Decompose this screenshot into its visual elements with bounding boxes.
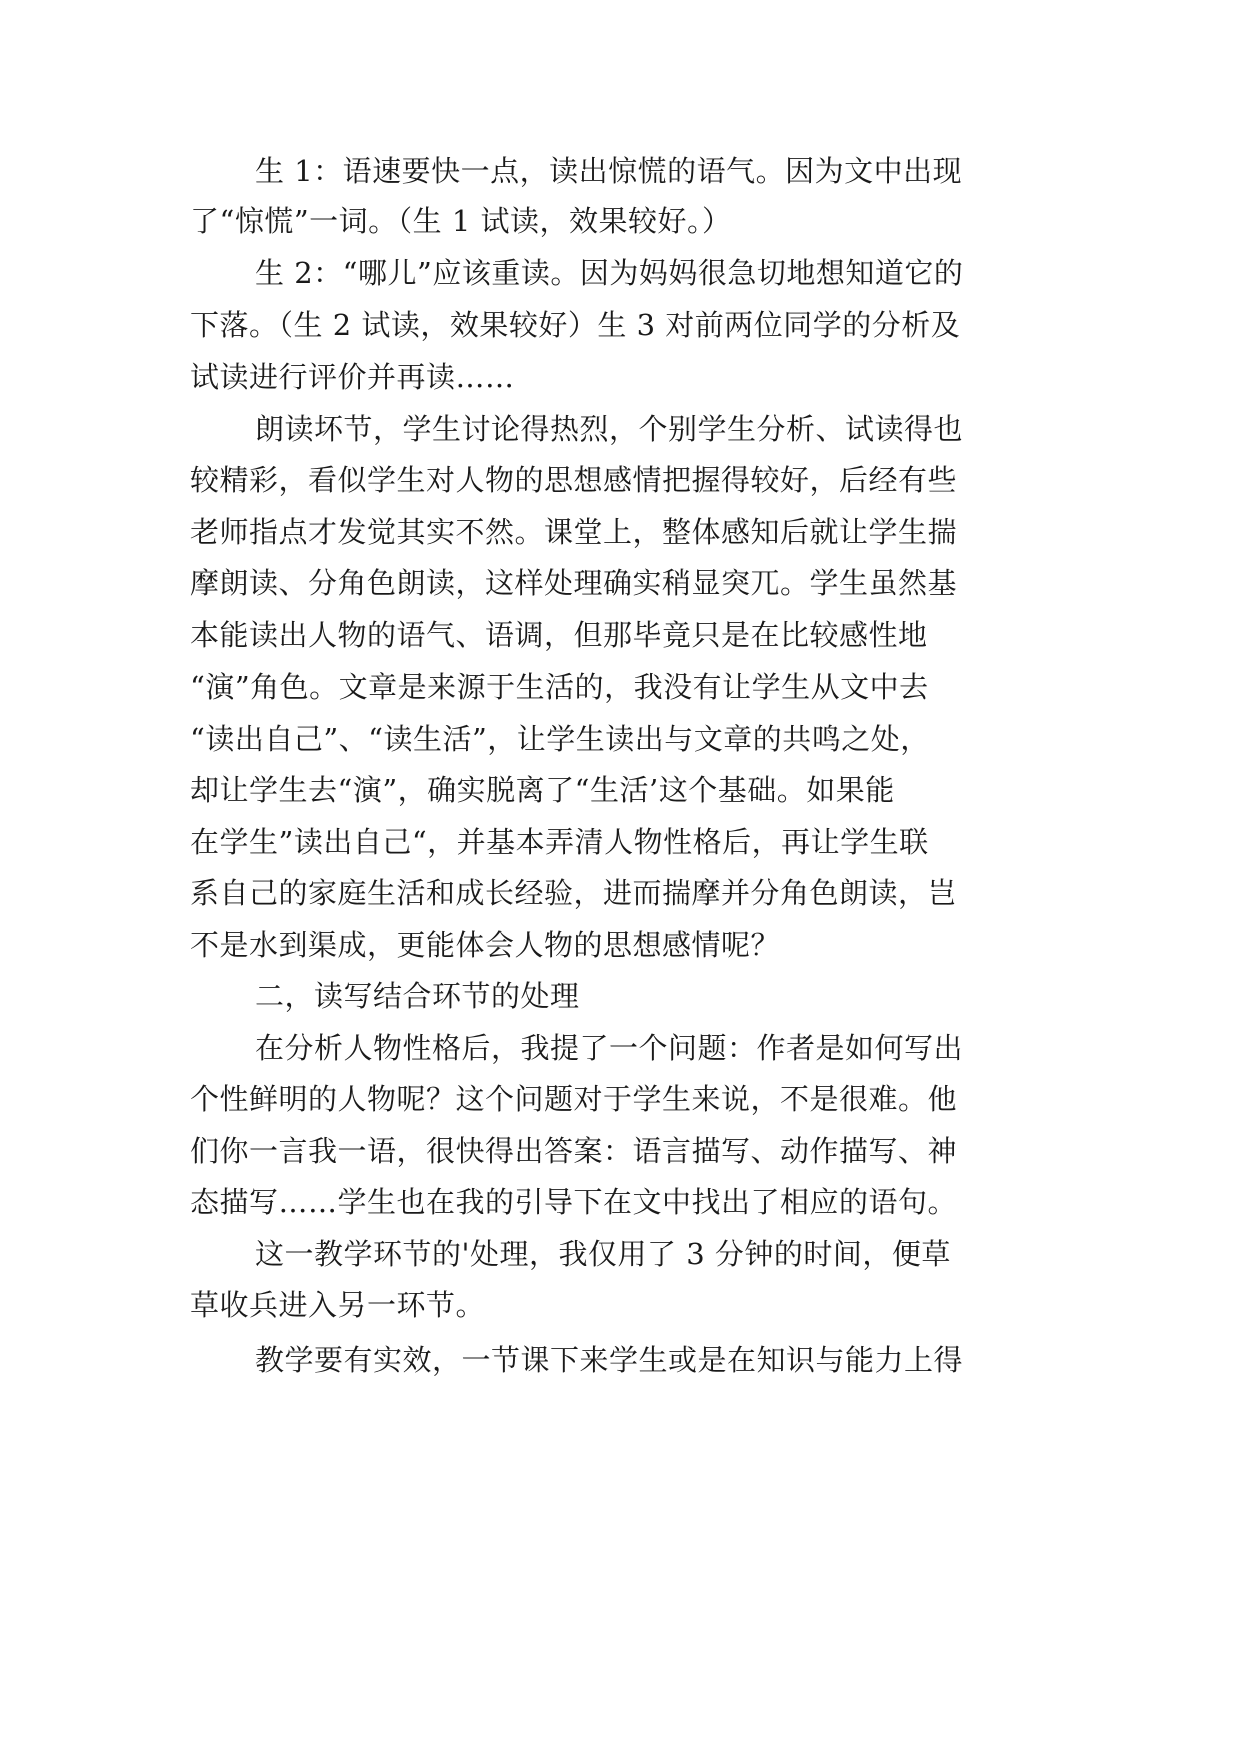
section-heading: 二，读写结合环节的处理: [255, 979, 580, 1013]
text-line: 草收兵进入另一环节。: [190, 1288, 486, 1322]
text-line: 较精彩，看似学生对人物的思想感情把握得较好，后经有些: [190, 463, 958, 497]
text-line: 下落。（生 2 试读，效果较好）生 3 对前两位同学的分析及: [190, 308, 961, 342]
text-line: 了“惊慌”一词。（生 1 试读，效果较好。）: [190, 204, 732, 238]
text-line: 却让学生去“演”，确实脱离了“生活’这个基础。如果能: [190, 773, 895, 807]
text-line: “演”角色。文章是来源于生活的，我没有让学生从文中去: [190, 670, 929, 704]
text-line: 这一教学环节的'处理，我仅用了 3 分钟的时间，便草: [255, 1237, 951, 1271]
text-line: 生 2：“哪儿”应该重读。因为妈妈很急切地想知道它的: [255, 256, 964, 290]
text-line: 态描写……学生也在我的引导下在文中找出了相应的语句。: [190, 1185, 958, 1219]
text-line: 在学生”读出自己“，并基本弄清人物性格后，再让学生联: [190, 825, 929, 859]
text-line: 系自己的家庭生活和成长经验，进而揣摩并分角色朗读，岂: [190, 876, 958, 910]
text-line: 教学要有实效，一节课下来学生或是在知识与能力上得: [255, 1343, 964, 1377]
text-line: 个性鲜明的人物呢？这个问题对于学生来说，不是很难。他: [190, 1082, 958, 1116]
text-line: 不是水到渠成，更能体会人物的思想感情呢？: [190, 928, 781, 962]
text-line: 老师指点才发觉其实不然。课堂上，整体感知后就让学生揣: [190, 515, 958, 549]
text-line: 在分析人物性格后，我提了一个问题：作者是如何写出: [255, 1031, 964, 1065]
text-line: 生 1：语速要快一点，读出惊慌的语气。因为文中出现: [255, 154, 963, 188]
text-line: 摩朗读、分角色朗读，这样处理确实稍显突兀。学生虽然基: [190, 566, 958, 600]
text-line: 试读进行评价并再读……: [190, 360, 515, 394]
text-line: 们你一言我一语，很快得出答案：语言描写、动作描写、神: [190, 1134, 958, 1168]
text-line: “读出自己”、“读生活”，让学生读出与文章的共鸣之处，: [190, 722, 930, 756]
text-line: 朗读坏节，学生讨论得热烈，个别学生分析、试读得也: [255, 412, 964, 446]
text-line: 本能读出人物的语气、语调，但那毕竟只是在比较感性地: [190, 618, 928, 652]
